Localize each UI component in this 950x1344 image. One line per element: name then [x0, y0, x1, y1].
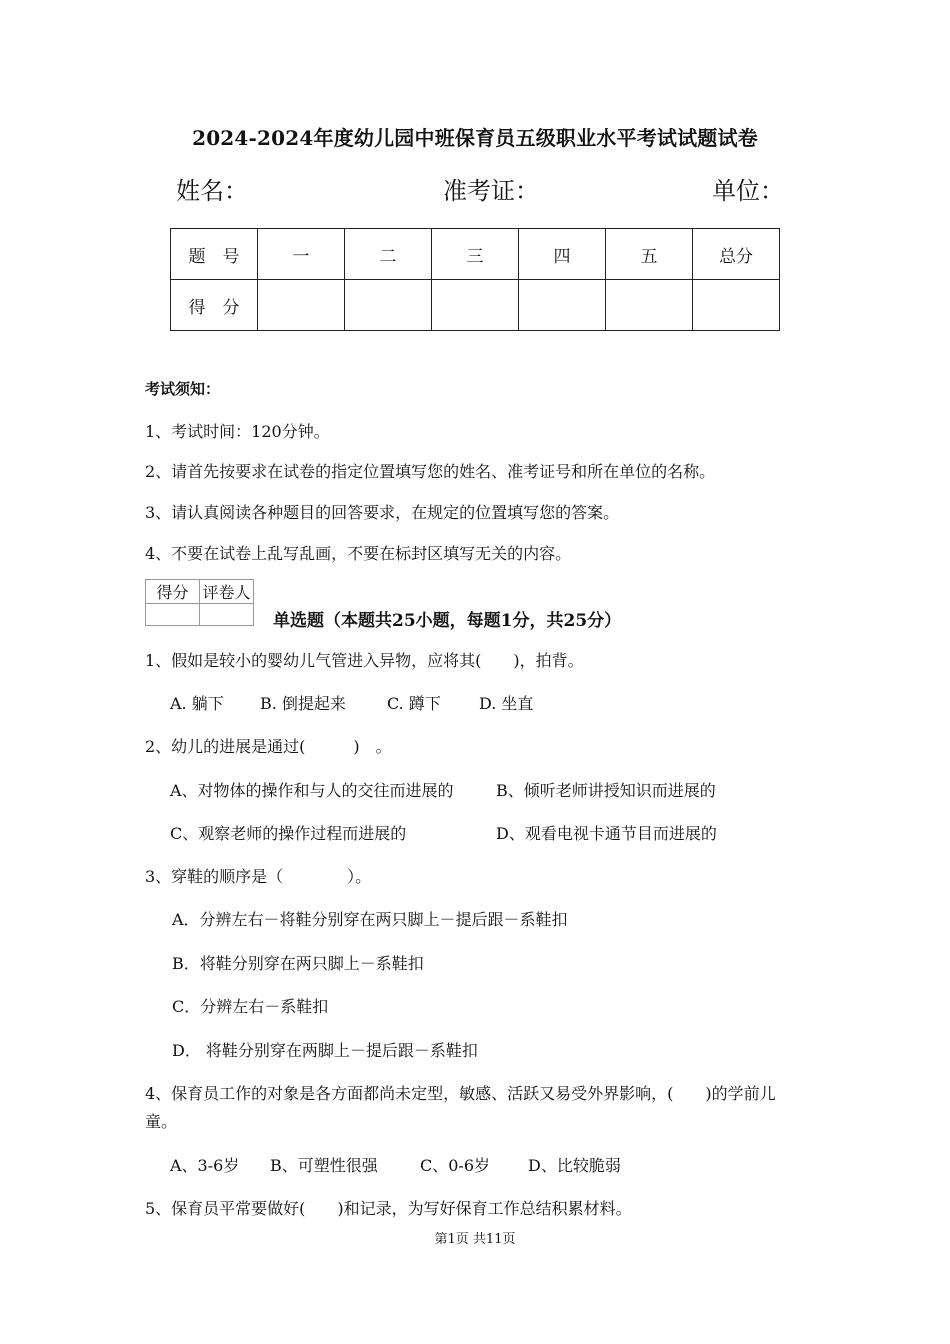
grader-box-score-label: 得分	[146, 580, 200, 604]
score-table-header-row	[171, 229, 780, 280]
question-stem: 5、保育员平常要做好( )和记录，为写好保育工作总结积累材料。	[145, 1199, 632, 1218]
grader-box-grader-label: 评卷人	[200, 580, 254, 604]
question-option: A、对物体的操作和与人的交往而进展的	[170, 781, 454, 800]
section-title: 单选题（本题共25小题，每题1分，共25分）	[273, 611, 622, 631]
score-table-header-cell: 四	[519, 229, 606, 280]
grader-box-grader-cell[interactable]	[200, 604, 254, 626]
notice-item: 2、请首先按要求在试卷的指定位置填写您的姓名、准考证号和所在单位的名称。	[145, 462, 716, 481]
question-option: D、比较脆弱	[528, 1156, 621, 1175]
question-stem: 3、穿鞋的顺序是（ ）。	[145, 867, 372, 886]
question-option: A、3-6岁	[170, 1156, 240, 1175]
question-option: B、可塑性很强	[270, 1156, 378, 1175]
question-stem-continuation: 童。	[145, 1112, 178, 1131]
page-footer: 第1页 共11页	[434, 1232, 516, 1247]
notice-item: 4、不要在试卷上乱写乱画，不要在标封区填写无关的内容。	[145, 544, 572, 563]
question-option: B、倾听老师讲授知识而进展的	[496, 781, 716, 800]
question-option: C. 蹲下	[387, 694, 441, 713]
score-cell[interactable]	[693, 280, 780, 331]
question-stem: 1、假如是较小的婴幼儿气管进入异物，应将其( )，拍背。	[145, 651, 584, 670]
score-cell[interactable]	[432, 280, 519, 331]
score-cell[interactable]	[519, 280, 606, 331]
grader-box	[145, 579, 254, 626]
notice-heading: 考试须知：	[145, 380, 221, 398]
score-table-header-cell: 三	[432, 229, 519, 280]
question-option: D. 坐直	[479, 694, 534, 713]
score-table-header-cell: 总分	[693, 229, 780, 280]
question-option: C．分辨左右－系鞋扣	[172, 997, 329, 1016]
score-row-label: 得 分	[171, 280, 258, 331]
score-table-score-row	[171, 280, 780, 331]
unit-field-label: 单位：	[712, 177, 784, 205]
score-cell[interactable]	[606, 280, 693, 331]
question-option: C、0-6岁	[420, 1156, 491, 1175]
question-option: D、观看电视卡通节目而进展的	[496, 824, 717, 843]
document-title: 2024-2024年度幼儿园中班保育员五级职业水平考试试题试卷	[192, 126, 758, 150]
exam-number-field-label: 准考证：	[443, 177, 539, 205]
score-table-header-cell: 五	[606, 229, 693, 280]
question-option: C、观察老师的操作过程而进展的	[170, 824, 407, 843]
grader-box-score-cell[interactable]	[146, 604, 200, 626]
question-option: D． 将鞋分别穿在两脚上－提后跟－系鞋扣	[172, 1041, 478, 1060]
notice-item: 3、请认真阅读各种题目的回答要求，在规定的位置填写您的答案。	[145, 503, 620, 522]
notice-item: 1、考试时间：120分钟。	[145, 422, 330, 441]
score-cell[interactable]	[258, 280, 345, 331]
question-stem: 4、保育员工作的对象是各方面都尚未定型，敏感、活跃又易受外界影响，( )的学前儿	[145, 1084, 776, 1103]
question-stem: 2、幼儿的进展是通过( ) 。	[145, 737, 392, 756]
score-table-header-cell: 一	[258, 229, 345, 280]
question-option: A. 躺下	[170, 694, 224, 713]
question-option: A．分辨左右－将鞋分别穿在两只脚上－提后跟－系鞋扣	[172, 910, 568, 929]
name-field-label: 姓名：	[176, 177, 248, 205]
score-table	[170, 228, 780, 331]
score-table-header-cell: 二	[345, 229, 432, 280]
question-option: B. 倒提起来	[260, 694, 346, 713]
score-cell[interactable]	[345, 280, 432, 331]
score-table-header-cell: 题 号	[171, 229, 258, 280]
question-option: B．将鞋分别穿在两只脚上－系鞋扣	[172, 954, 424, 973]
